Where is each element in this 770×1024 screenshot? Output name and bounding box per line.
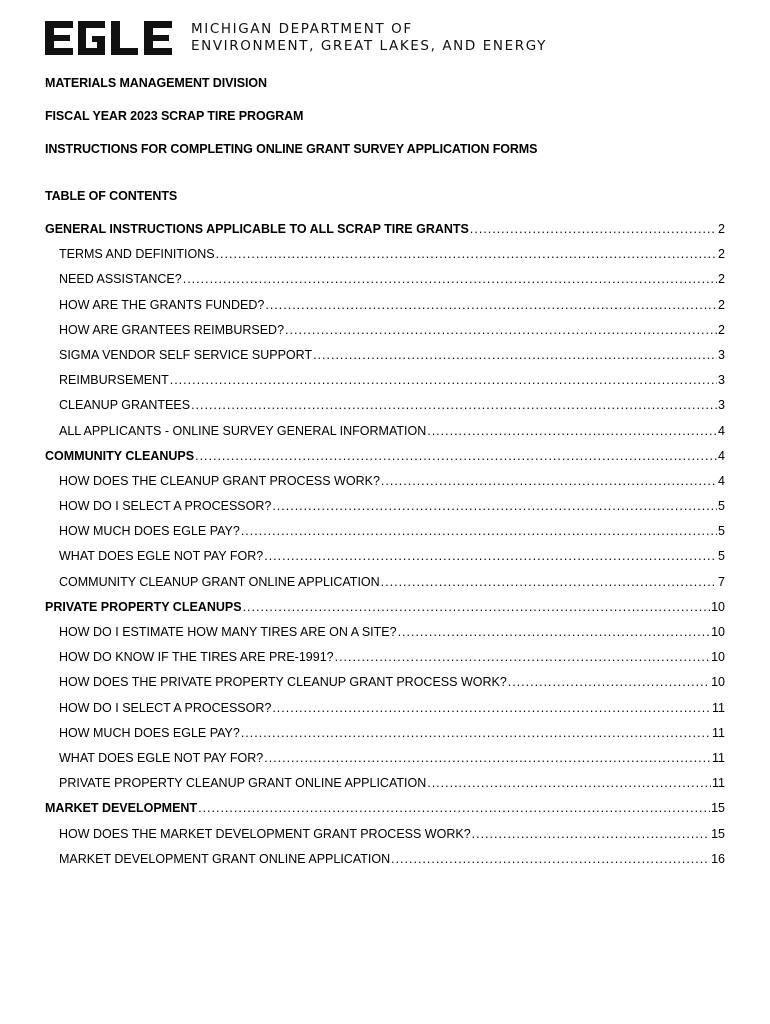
toc-section-entry[interactable] xyxy=(45,449,725,474)
toc-entry-label: HOW DO KNOW IF THE TIRES ARE PRE-1991? xyxy=(59,650,334,665)
toc-entry-label: SIGMA VENDOR SELF SERVICE SUPPORT xyxy=(59,347,313,362)
toc-entry-label: COMMUNITY CLEANUP GRANT ONLINE APPLICATION xyxy=(59,574,380,589)
instructions-heading: INSTRUCTIONS FOR COMPLETING ONLINE GRANT SURVEY APPLICATION FORMS xyxy=(45,142,538,156)
toc-entry-page-number: 4 xyxy=(718,473,725,488)
toc-entry-label: MARKET DEVELOPMENT GRANT ONLINE APPLICATION xyxy=(59,851,391,866)
toc-entry-page-number: 11 xyxy=(712,700,725,715)
toc-entry-label: PRIVATE PROPERTY CLEANUP GRANT ONLINE APPLICATION xyxy=(59,776,427,791)
toc-entry-label: REIMBURSEMENT xyxy=(59,373,169,388)
toc-entry-page-number: 2 xyxy=(718,247,725,262)
toc-dot-leader xyxy=(427,424,717,438)
program-heading: FISCAL YEAR 2023 SCRAP TIRE PROGRAM xyxy=(45,109,304,123)
toc-entry-page-number: 5 xyxy=(718,524,725,539)
org-name xyxy=(191,21,547,55)
toc-entry-page-number: 5 xyxy=(718,499,725,514)
toc-entry-page-number: 2 xyxy=(718,272,725,287)
toc-entry-page-number: 11 xyxy=(712,750,725,765)
toc-entry-label: ALL APPLICANTS - ONLINE SURVEY GENERAL INFORMATION xyxy=(59,423,427,438)
toc-entry-page-number: 10 xyxy=(711,625,725,639)
toc-dot-leader xyxy=(272,499,717,513)
toc-entry-page-number: 15 xyxy=(711,826,725,841)
toc-dot-leader xyxy=(265,298,717,312)
toc-entry-page-number: 16 xyxy=(711,851,725,866)
division-heading: MATERIALS MANAGEMENT DIVISION xyxy=(45,76,267,90)
header-logo xyxy=(45,18,547,58)
toc-subsection-entry[interactable] xyxy=(45,524,725,549)
toc-subsection-entry[interactable] xyxy=(45,348,725,373)
toc-dot-leader xyxy=(170,373,717,387)
toc-entry-label: HOW DOES THE CLEANUP GRANT PROCESS WORK? xyxy=(59,473,380,488)
toc-entry-label: WHAT DOES EGLE NOT PAY FOR? xyxy=(59,549,264,564)
toc-subsection-entry[interactable] xyxy=(45,575,725,600)
toc-entry-page-number: 2 xyxy=(718,222,725,236)
toc-dot-leader xyxy=(285,323,717,337)
toc-subsection-entry[interactable] xyxy=(45,549,725,574)
toc-entry-page-number: 7 xyxy=(718,574,725,589)
toc-section-entry[interactable] xyxy=(45,801,725,826)
toc-entry-page-number: 4 xyxy=(718,423,725,438)
toc-dot-leader xyxy=(472,827,710,841)
toc-entry-page-number: 10 xyxy=(711,650,725,665)
toc-subsection-entry[interactable] xyxy=(45,373,725,398)
toc-dot-leader xyxy=(470,222,717,236)
toc-subsection-entry[interactable] xyxy=(45,650,725,675)
toc-dot-leader xyxy=(264,549,717,563)
toc-section-entry[interactable] xyxy=(45,222,725,247)
toc-subsection-entry[interactable] xyxy=(45,424,725,449)
toc-entry-label: NEED ASSISTANCE? xyxy=(59,272,182,287)
toc-dot-leader xyxy=(183,272,717,286)
toc-dot-leader xyxy=(381,575,717,589)
org-name-line-1: MICHIGAN DEPARTMENT OF xyxy=(191,21,413,37)
toc-dot-leader xyxy=(381,474,717,488)
toc-dot-leader xyxy=(272,701,711,715)
toc-entry-label: CLEANUP GRANTEES xyxy=(59,398,191,413)
toc-subsection-entry[interactable] xyxy=(45,625,725,650)
toc-subsection-entry[interactable] xyxy=(45,751,725,776)
toc-subsection-entry[interactable] xyxy=(45,776,725,801)
toc-section-entry[interactable] xyxy=(45,600,725,625)
toc-entry-page-number: 3 xyxy=(718,347,725,362)
toc-dot-leader xyxy=(216,247,717,261)
toc-entry-page-number: 2 xyxy=(718,322,725,337)
toc-entry-label: GENERAL INSTRUCTIONS APPLICABLE TO ALL SCRAP TIRE GRANTS xyxy=(45,222,469,236)
toc-entry-label: COMMUNITY CLEANUPS xyxy=(45,448,195,463)
toc-dot-leader xyxy=(335,650,710,664)
toc-dot-leader xyxy=(427,776,711,790)
toc-entry-page-number: 2 xyxy=(718,297,725,312)
toc-entry-label: HOW DO I ESTIMATE HOW MANY TIRES ARE ON A SITE? xyxy=(59,625,397,639)
toc-dot-leader xyxy=(241,726,711,740)
toc-dot-leader xyxy=(198,801,710,815)
egle-logo-icon xyxy=(45,19,175,57)
toc-dot-leader xyxy=(313,348,717,362)
toc-entry-label: HOW DO I SELECT A PROCESSOR? xyxy=(59,499,272,514)
toc-subsection-entry[interactable] xyxy=(45,474,725,499)
toc-dot-leader xyxy=(508,675,710,689)
toc-entry-page-number: 5 xyxy=(718,549,725,564)
toc-subsection-entry[interactable] xyxy=(45,398,725,423)
toc-dot-leader xyxy=(264,751,711,765)
toc-subsection-entry[interactable] xyxy=(45,272,725,297)
toc-heading: TABLE OF CONTENTS xyxy=(45,189,178,203)
table-of-contents xyxy=(45,222,725,877)
toc-entry-page-number: 10 xyxy=(711,675,725,690)
toc-entry-label: TERMS AND DEFINITIONS xyxy=(59,247,215,262)
toc-entry-page-number: 3 xyxy=(718,373,725,388)
toc-entry-page-number: 10 xyxy=(711,599,725,614)
toc-entry-page-number: 3 xyxy=(718,398,725,413)
toc-subsection-entry[interactable] xyxy=(45,726,725,751)
toc-entry-label: HOW DOES THE PRIVATE PROPERTY CLEANUP GRANT PROCESS WORK? xyxy=(59,675,507,690)
toc-subsection-entry[interactable] xyxy=(45,298,725,323)
toc-dot-leader xyxy=(195,449,717,463)
toc-entry-label: HOW DOES THE MARKET DEVELOPMENT GRANT PROCESS WORK? xyxy=(59,826,471,841)
toc-entry-page-number: 15 xyxy=(711,801,725,816)
toc-subsection-entry[interactable] xyxy=(45,499,725,524)
toc-entry-page-number: 4 xyxy=(718,448,725,463)
toc-entry-page-number: 11 xyxy=(712,725,725,740)
toc-dot-leader xyxy=(241,524,717,538)
toc-entry-label: WHAT DOES EGLE NOT PAY FOR? xyxy=(59,750,264,765)
toc-subsection-entry[interactable] xyxy=(45,323,725,348)
toc-entry-label: HOW MUCH DOES EGLE PAY? xyxy=(59,524,240,539)
toc-dot-leader xyxy=(243,600,711,614)
toc-entry-page-number: 11 xyxy=(712,776,725,791)
toc-entry-label: HOW ARE THE GRANTS FUNDED? xyxy=(59,297,265,312)
toc-subsection-entry[interactable] xyxy=(45,247,725,272)
toc-subsection-entry[interactable] xyxy=(45,675,725,700)
org-name-line-2: ENVIRONMENT, GREAT LAKES, AND ENERGY xyxy=(191,38,547,54)
toc-dot-leader xyxy=(191,398,717,412)
toc-dot-leader xyxy=(398,625,711,639)
toc-subsection-entry[interactable] xyxy=(45,827,725,852)
toc-subsection-entry[interactable] xyxy=(45,701,725,726)
toc-entry-label: MARKET DEVELOPMENT xyxy=(45,801,198,816)
toc-entry-label: HOW ARE GRANTEES REIMBURSED? xyxy=(59,322,285,337)
toc-entry-label: HOW DO I SELECT A PROCESSOR? xyxy=(59,700,272,715)
toc-subsection-entry[interactable] xyxy=(45,852,725,877)
toc-entry-label: HOW MUCH DOES EGLE PAY? xyxy=(59,725,240,740)
toc-dot-leader xyxy=(391,852,710,866)
toc-entry-label: PRIVATE PROPERTY CLEANUPS xyxy=(45,599,242,614)
